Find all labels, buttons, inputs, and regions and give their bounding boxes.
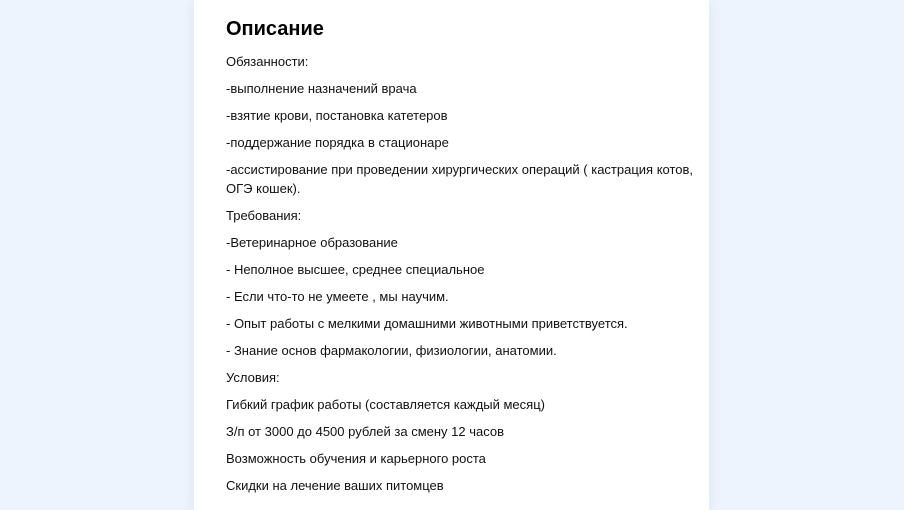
description-title: Описание bbox=[226, 18, 324, 40]
section-heading-conditions: Условия: bbox=[226, 370, 280, 385]
requirement-item: -Ветеринарное образование bbox=[226, 235, 398, 250]
duty-item: -выполнение назначений врача bbox=[226, 81, 417, 96]
description-body bbox=[226, 52, 696, 503]
section-heading-requirements: Требования: bbox=[226, 208, 302, 223]
duty-item: -взятие крови, постановка катетеров bbox=[226, 108, 448, 123]
description-card bbox=[194, 0, 709, 510]
requirement-item: - Неполное высшее, среднее специальное bbox=[226, 262, 485, 277]
condition-item: З/п от 3000 до 4500 рублей за смену 12 часов bbox=[226, 424, 505, 439]
requirement-item: - Знание основ фармакологии, физиологии, анатомии. bbox=[226, 343, 557, 358]
condition-item: Возможность обучения и карьерного роста bbox=[226, 451, 486, 466]
section-heading-duties: Обязанности: bbox=[226, 54, 309, 69]
requirement-item: - Если что-то не умеете , мы научим. bbox=[226, 289, 449, 304]
condition-item: Скидки на лечение ваших питомцев bbox=[226, 478, 444, 493]
duty-item: -поддержание порядка в стационаре bbox=[226, 135, 449, 150]
condition-item: Гибкий график работы (составляется каждый месяц) bbox=[226, 397, 545, 412]
duty-item: -ассистирование при проведении хирургических операций ( кастрация котов, ОГЭ кошек). bbox=[226, 162, 694, 196]
requirement-item: - Опыт работы с мелкими домашними животными приветствуется. bbox=[226, 316, 628, 331]
